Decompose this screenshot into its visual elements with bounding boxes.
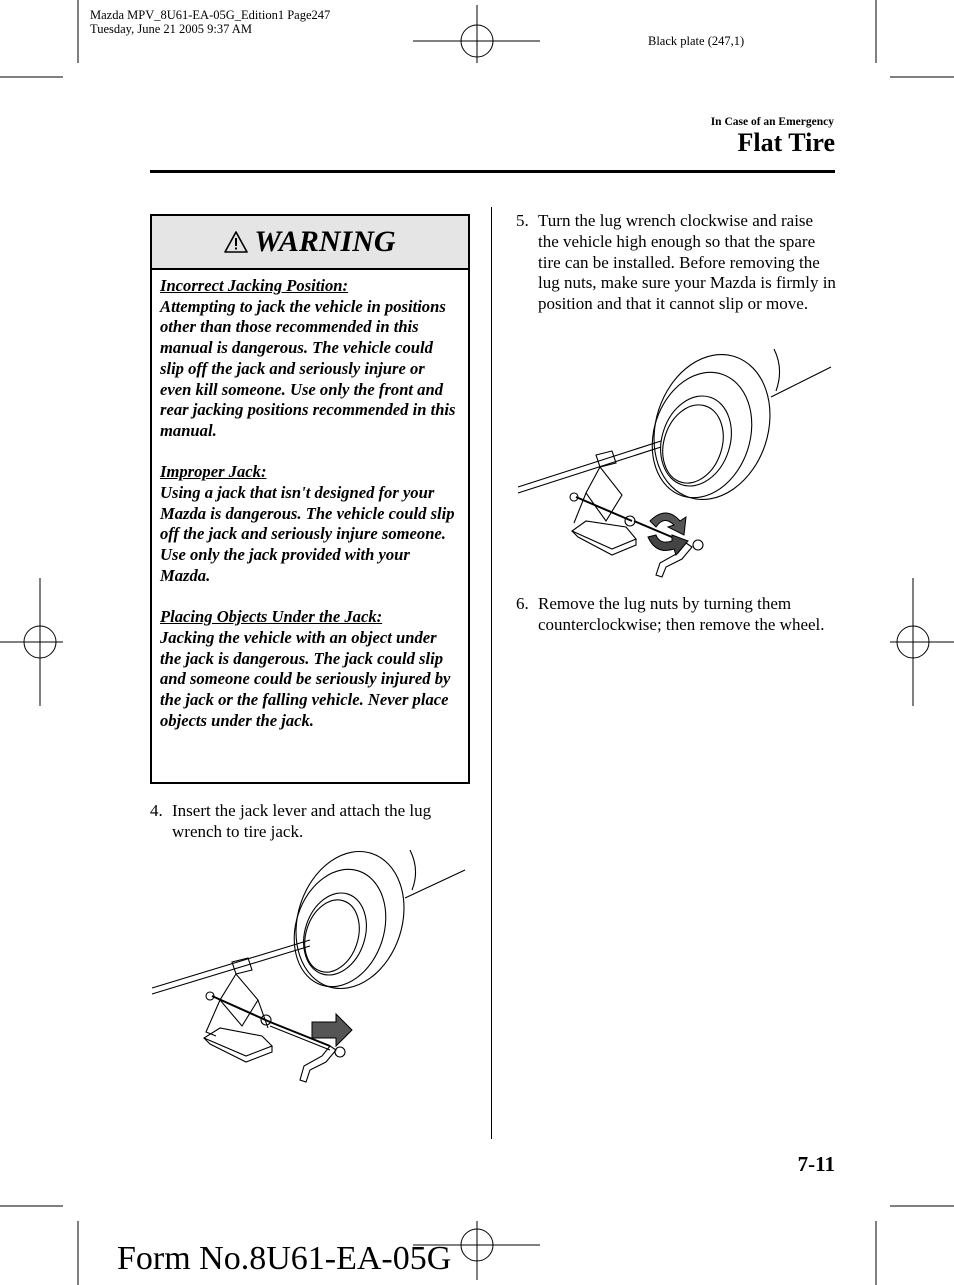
step-text: Remove the lug nuts by turning them counterclockwise; then remove the wheel. bbox=[538, 594, 825, 634]
column-divider bbox=[491, 207, 492, 1139]
warning-block-text: Attempting to jack the vehicle in positions other than those recommended in this manual is dangerous. The vehicle could slip off the jack and seriously injure or even kill someone. Use only the front and rear jacking positions recommended in this manual. bbox=[160, 296, 456, 440]
rotate-clockwise-icon bbox=[648, 513, 688, 555]
step-text: Turn the lug wrench clockwise and raise the vehicle high enough so that the spare tire can be installed. Before removing the lug nuts, make sure your Mazda is firmly in position and that it cannot slip or move. bbox=[538, 211, 836, 314]
raise-vehicle-illustration bbox=[516, 345, 834, 585]
plate-label: Black plate (247,1) bbox=[648, 34, 745, 48]
form-number: Form No.8U61-EA-05G bbox=[117, 1240, 452, 1277]
warning-block-text: Jacking the vehicle with an object under the jack is dangerous. The jack could slip and someone could be seriously injured by the jack or the falling vehicle. Never place objects under the jack. bbox=[160, 627, 451, 730]
warning-title: WARNING bbox=[254, 225, 396, 258]
title-rule bbox=[150, 170, 835, 173]
warning-block-heading: Improper Jack: bbox=[160, 462, 267, 482]
print-meta-line1: Mazda MPV_8U61-EA-05G_Edition1 Page247 bbox=[90, 8, 331, 22]
step-number: 5. bbox=[516, 211, 529, 230]
step-number: 4. bbox=[150, 801, 163, 820]
step-6 bbox=[516, 594, 836, 636]
page-number: 7-11 bbox=[797, 1152, 835, 1176]
step-5 bbox=[516, 211, 836, 315]
warning-block bbox=[160, 276, 458, 442]
step-number: 6. bbox=[516, 594, 529, 613]
warning-body bbox=[152, 270, 468, 731]
warning-block-heading: Incorrect Jacking Position: bbox=[160, 276, 349, 295]
page-title: Flat Tire bbox=[737, 128, 835, 157]
warning-triangle-icon bbox=[224, 231, 248, 253]
print-metadata bbox=[90, 8, 330, 36]
warning-block bbox=[160, 607, 458, 731]
step-4 bbox=[150, 801, 468, 843]
section-label: In Case of an Emergency bbox=[710, 116, 834, 128]
step-text: Insert the jack lever and attach the lug wrench to tire jack. bbox=[172, 801, 432, 841]
warning-header bbox=[152, 216, 468, 270]
warning-box bbox=[150, 214, 470, 784]
jack-lever-illustration bbox=[150, 850, 468, 1095]
warning-block bbox=[160, 462, 458, 586]
warning-block-heading: Placing Objects Under the Jack: bbox=[160, 607, 383, 627]
warning-block-text: Using a jack that isn't designed for your Mazda is dangerous. The vehicle could slip off the jack and seriously injure someone. Use only the jack provided with your Mazda. bbox=[160, 483, 455, 585]
print-meta-line2: Tuesday, June 21 2005 9:37 AM bbox=[90, 22, 252, 36]
